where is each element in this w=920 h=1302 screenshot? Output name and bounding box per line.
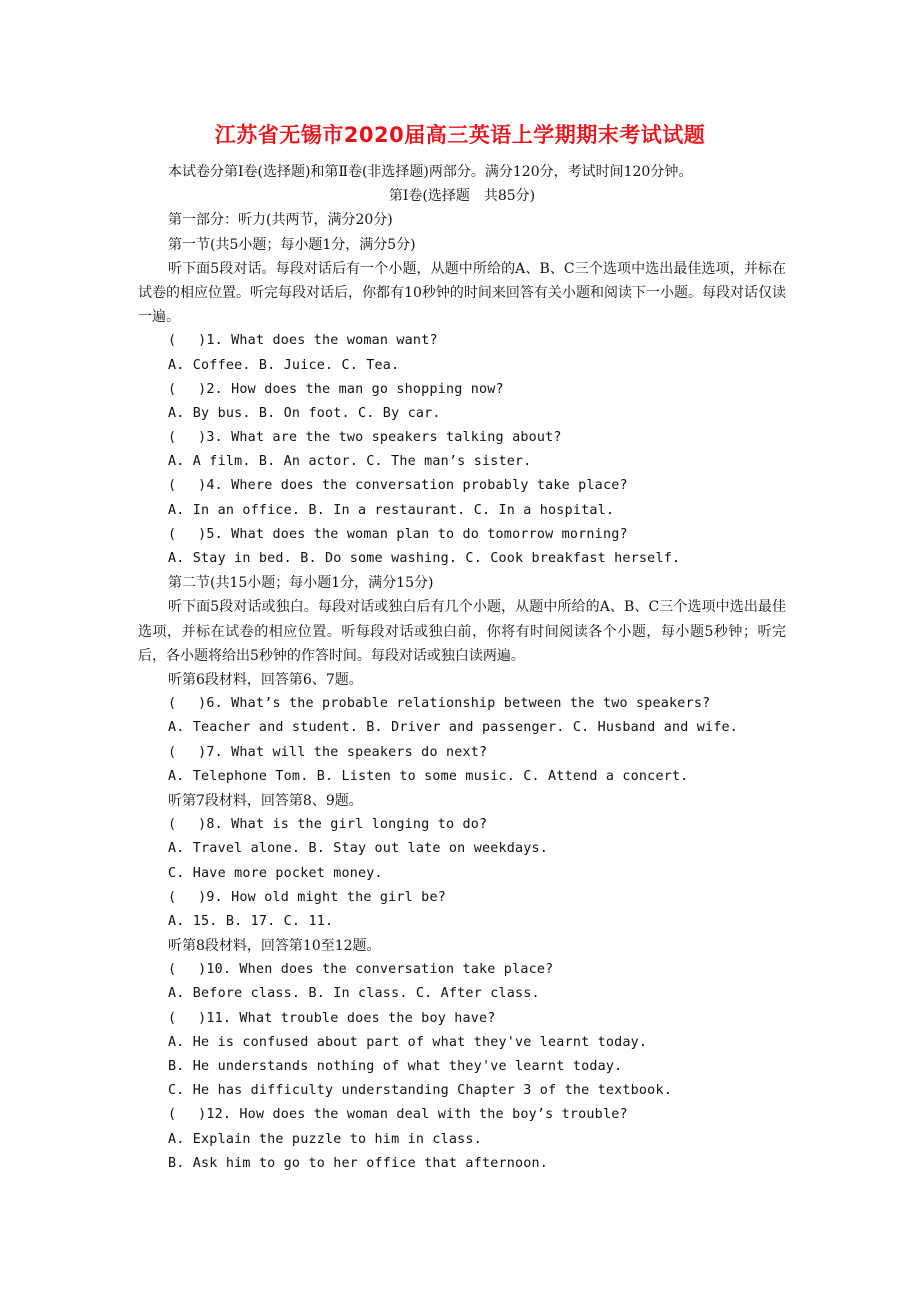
question-line: ( )2. How does the man go shopping now? [168, 381, 504, 397]
section2-instructions: 听下面5段对话或独白。每段对话或独白后有几个小题，从题中所给的A、B、C三个选项中选出最佳选项，并标在试卷的相应位置。听每段对话或独白前，你将有时间阅读各个小题，每小题5秒钟；听完后，各小题将给出5秒钟的作答时间。每段对话或独白读两遍。 [138, 599, 786, 664]
section2-heading: 第二节(共15小题；每小题1分，满分15分) [168, 575, 434, 592]
question-line: ( )12. How does the woman deal with the boy’s trouble? [168, 1107, 628, 1123]
options-line: A. Coffee. B. Juice. C. Tea. [168, 357, 400, 373]
intro-line: 本试卷分第Ⅰ卷(选择题)和第Ⅱ卷(非选择题)两部分。满分120分，考试时间120分钟。 [168, 164, 693, 180]
material-heading: 听第7段材料，回答第8、9题。 [168, 792, 363, 809]
section1-heading: 第一节(共5小题；每小题1分，满分5分) [168, 236, 416, 253]
options-line: A. Stay in bed. B. Do some washing. C. Cook breakfast herself. [168, 551, 681, 567]
options-line: A. Before class. B. In class. C. After class. [168, 986, 540, 1002]
options-line: A. Teacher and student. B. Driver and passenger. C. Husband and wife. [168, 720, 739, 736]
options-line: C. Have more pocket money. [168, 865, 383, 881]
section1-instructions: 听下面5段对话。每段对话后有一个小题，从题中所给的A、B、C三个选项中选出最佳选项，并标在试卷的相应位置。听完每段对话后，你都有10秒钟的时间来回答有关小题和阅读下一小题。每段对话仅读一遍。 [138, 260, 786, 326]
volume-heading: 第Ⅰ卷(选择题 共85分) [388, 188, 536, 205]
options-line: A. He is confused about part of what they've learnt today. [168, 1034, 648, 1050]
question-line: ( )1. What does the woman want? [168, 333, 438, 349]
options-line: A. Travel alone. B. Stay out late on weekdays. [168, 841, 549, 857]
exam-content [138, 160, 786, 1176]
page-title: 江苏省无锡市2020届高三英语上学期期末考试试题 [214, 123, 706, 147]
options-line: A. 15. B. 17. C. 11. [168, 913, 334, 929]
material-heading: 听第8段材料，回答第10至12题。 [168, 938, 381, 955]
options-line: A. Explain the puzzle to him in class. [168, 1131, 482, 1147]
question-line: ( )5. What does the woman plan to do tomorrow morning? [168, 526, 628, 542]
question-line: ( )11. What trouble does the boy have? [168, 1010, 496, 1026]
options-line: C. He has difficulty understanding Chapter 3 of the textbook. [168, 1083, 672, 1099]
options-line: A. By bus. B. On foot. C. By car. [168, 405, 441, 421]
question-line: ( )3. What are the two speakers talking about? [168, 430, 562, 446]
part-heading: 第一部分：听力(共两节，满分20分) [168, 212, 393, 229]
options-line: B. He understands nothing of what they've learnt today. [168, 1059, 623, 1075]
question-line: ( )8. What is the girl longing to do? [168, 817, 488, 833]
question-line: ( )7. What will the speakers do next? [168, 744, 488, 760]
options-line: A. Telephone Tom. B. Listen to some music. C. Attend a concert. [168, 768, 689, 784]
question-line: ( )10. When does the conversation take place? [168, 962, 554, 978]
question-line: ( )9. How old might the girl be? [168, 889, 446, 905]
material-heading: 听第6段材料，回答第6、7题。 [168, 672, 363, 689]
question-line: ( )6. What’s the probable relationship between the two speakers? [168, 696, 711, 712]
question-line: ( )4. Where does the conversation probably take place? [168, 478, 628, 494]
options-line: B. Ask him to go to her office that afternoon. [168, 1155, 549, 1171]
section1-questions [138, 329, 786, 571]
options-line: A. A film. B. An actor. C. The man’s sister. [168, 454, 532, 470]
options-line: A. In an office. B. In a restaurant. C. In a hospital. [168, 502, 615, 518]
